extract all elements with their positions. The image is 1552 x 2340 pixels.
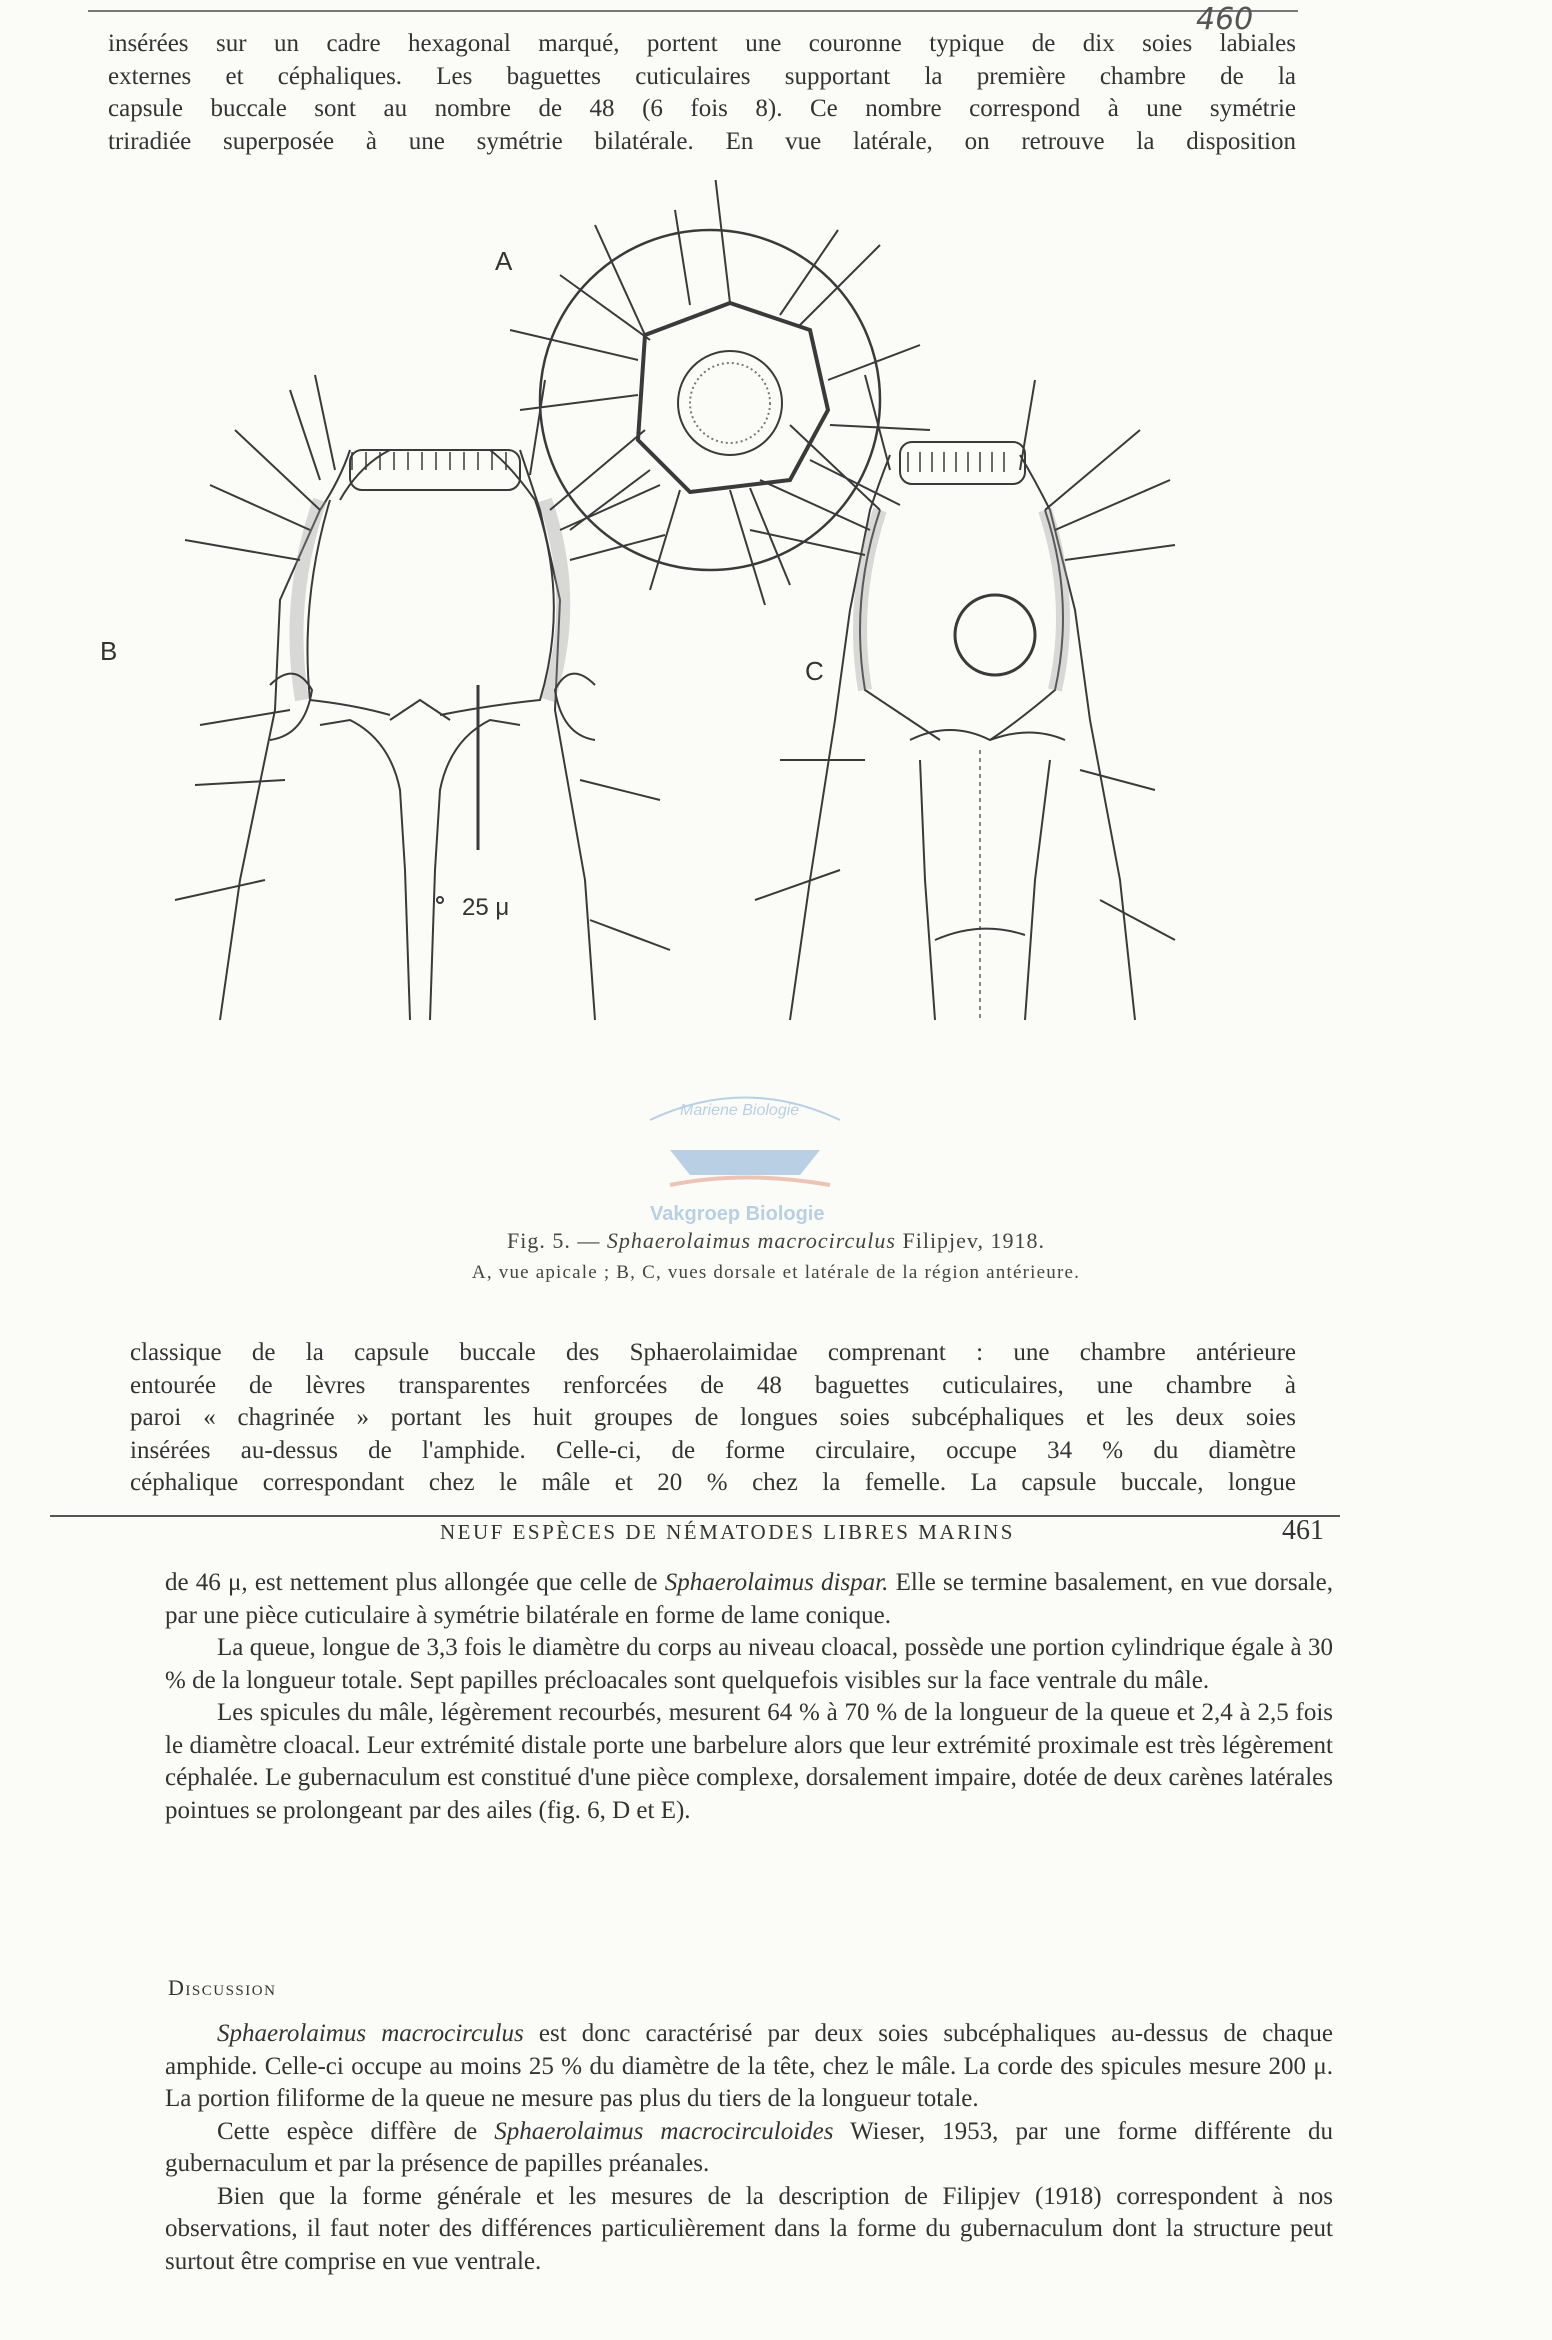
- species-name: Sphaerolaimus macrocirculus: [217, 2020, 524, 2047]
- top-rule: [88, 10, 1298, 12]
- panel-label-c: C: [805, 656, 824, 686]
- watermark-text-bottom: Vakgroep Biologie: [650, 1203, 825, 1225]
- species-name: Sphaerolaimus macrocirculoides: [494, 2117, 834, 2145]
- scale-bar-label: 25 μ: [462, 894, 510, 921]
- text-line: externes et céphaliques. Les baguettes cuticulaires supportant la première chambre de la: [108, 62, 1296, 90]
- running-head-title: NEUF ESPÈCES DE NÉMATODES LIBRES MARINS: [440, 1520, 1015, 1544]
- panel-label-b: B: [100, 636, 118, 666]
- body-paragraph-1: [165, 1567, 1333, 1632]
- discussion-paragraph-2: [165, 2116, 1333, 2181]
- caption-species: Sphaerolaimus macrocirculus: [606, 1228, 896, 1253]
- text-line: paroi « chagrinée » portant les huit groupes de longues soies subcéphaliques et les deux soies: [130, 1404, 1296, 1431]
- caption-prefix: Fig. 5. —: [506, 1228, 601, 1253]
- text-line: insérées au-dessus de l'amphide. Celle-ci, de forme circulaire, occupe 34 % du diamètre: [130, 1436, 1296, 1464]
- text-span: Cette espèce diffère de: [217, 2117, 495, 2145]
- body-section: [165, 1567, 1333, 1827]
- text-line: entourée de lèvres transparentes renforcées de 48 baguettes cuticulaires, une chambre à: [130, 1371, 1296, 1399]
- body-paragraph-2: La queue, longue de 3,3 fois le diamètre du corps au niveau cloacal, possède une portion cylindrique égale à 30 % de la longueur totale. Sept papilles précloacales sont quelquefois visibles sur la face ventrale du mâle.: [165, 1634, 1333, 1694]
- discussion-paragraph-1: [165, 2018, 1333, 2116]
- text-line: classique de la capsule buccale des Sphaerolaimidae comprenant : une chambre antérieure: [130, 1339, 1296, 1366]
- text-line: triradiée superposée à une symétrie bilatérale. En vue latérale, on retrouve la disposition: [108, 127, 1296, 155]
- handwritten-page-number: 460: [1196, 2, 1254, 37]
- running-head-rule: [50, 1515, 1340, 1517]
- library-watermark-logo: [630, 1080, 860, 1240]
- text-span: Wieser, 1953, par une forme différente du gubernaculum et par la présence de papilles préanales.: [165, 2117, 1333, 2177]
- text-line: capsule buccale sont au nombre de 48 (6 fois 8). Ce nombre correspond à une symétrie: [108, 95, 1296, 122]
- text-line: céphalique correspondant chez le mâle et 20 % chez la femelle. La capsule buccale, longue: [130, 1469, 1296, 1496]
- text-span: de 46 μ, est nettement plus allongée que celle de: [165, 1569, 665, 1596]
- page-number: 461: [1282, 1515, 1324, 1546]
- panel-c-lateral-view: [750, 375, 1175, 1020]
- discussion-heading: Discussion: [168, 1975, 277, 2000]
- panel-b-dorsal-view: [175, 375, 670, 1020]
- discussion-section: [165, 2018, 1333, 2278]
- figure-caption-detail: A, vue apicale ; B, C, vues dorsale et latérale de la région antérieure.: [471, 1262, 1081, 1283]
- body-paragraph-3: Les spicules du mâle, légèrement recourbés, mesurent 64 % à 70 % de la longueur de la queue et 2,4 à 2,5 fois le diamètre cloacal. Leur extrémité distale porte une barbelure alors que leur extrémité proximale est très légèrement céphalée. Le gubernaculum est constitué d'une pièce complexe, dorsalement impaire, dotée de deux carènes latérales pointues se prolongeant par des ailes (fig. 6, D et E).: [165, 1699, 1333, 1824]
- species-name: Sphaerolaimus dispar.: [664, 1569, 889, 1596]
- watermark-text-top: Mariene Biologie: [680, 1102, 800, 1119]
- discussion-paragraph-3: Bien que la forme générale et les mesures de la description de Filipjev (1918) correspondent à nos observations, il faut noter des différences particulièrement dans la forme du gubernaculum dont la structure peut surtout être comprise en vue ventrale.: [165, 2182, 1333, 2275]
- text-span: Elle se termine basalement, en vue dorsale, par une pièce cuticulaire à symétrie bilatérale en forme de lame conique.: [165, 1569, 1333, 1629]
- figure-caption: [0, 1228, 1552, 1254]
- middle-paragraph: [130, 1337, 1296, 1500]
- text-span: est donc caractérisé par deux soies subcéphaliques au-dessus de chaque amphide. Celle-ci occupe au moins 25 % du diamètre de la tête, chez le mâle. La corde des spicules mesure 200 μ. La portion filiforme de la queue ne mesure pas plus du tiers de la longueur totale.: [165, 2020, 1334, 2112]
- top-paragraph: [108, 28, 1296, 158]
- figure-5-drawing: [90, 180, 1350, 1210]
- panel-label-a: A: [495, 246, 513, 276]
- caption-author: Filipjev, 1918.: [902, 1228, 1046, 1253]
- text-line: insérées sur un cadre hexagonal marqué, portent une couronne typique de dix soies labiales: [108, 30, 1296, 57]
